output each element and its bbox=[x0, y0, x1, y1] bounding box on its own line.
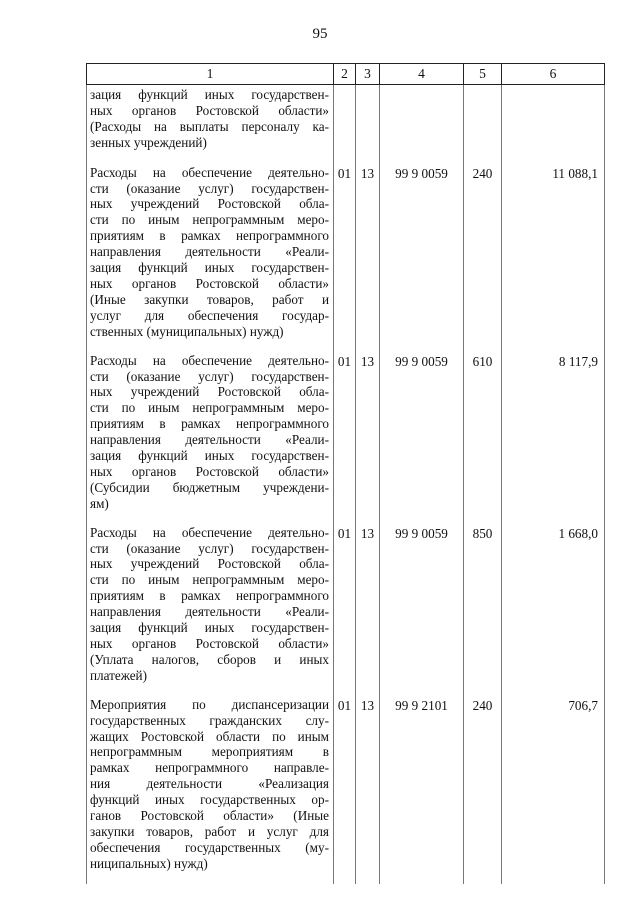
expense-type-code: 240 bbox=[464, 696, 502, 884]
section-code: 01 bbox=[334, 164, 356, 352]
section-code: 01 bbox=[334, 352, 356, 524]
description-line: Расходы на обеспечение деятельно- bbox=[90, 524, 329, 540]
description-line: жащих Ростовской области по иным bbox=[90, 728, 329, 744]
amount bbox=[502, 85, 605, 164]
description-line: Мероприятия по диспансеризации bbox=[90, 696, 329, 712]
column-header: 5 bbox=[464, 64, 502, 85]
column-header: 1 bbox=[87, 64, 334, 85]
description-line: государственных гражданских слу- bbox=[90, 712, 329, 728]
amount: 11 088,1 bbox=[502, 164, 605, 352]
row-description bbox=[87, 85, 334, 164]
description-line: зация функций иных государствен- bbox=[90, 87, 329, 102]
subsection-code: 13 bbox=[356, 352, 380, 524]
section-code bbox=[334, 85, 356, 164]
table-row bbox=[87, 696, 605, 884]
table-body bbox=[87, 85, 605, 884]
description-line: приятиям в рамках непрограммного bbox=[90, 228, 329, 244]
column-header: 2 bbox=[334, 64, 356, 85]
description-line: ных органов Ростовской области» bbox=[90, 102, 329, 118]
row-description bbox=[87, 524, 334, 696]
row-description bbox=[87, 352, 334, 524]
column-header: 4 bbox=[380, 64, 464, 85]
description-line: сти по иным непрограммным меро- bbox=[90, 212, 329, 228]
description-line: услуг для обеспечения государ- bbox=[90, 307, 329, 323]
description-line: сти по иным непрограммным меро- bbox=[90, 572, 329, 588]
description-line: ных учреждений Ростовской обла- bbox=[90, 556, 329, 572]
subsection-code: 13 bbox=[356, 164, 380, 352]
description-line: ниципальных) нужд) bbox=[90, 855, 208, 871]
table-row bbox=[87, 524, 605, 696]
description-line: ных органов Ростовской области» bbox=[90, 463, 329, 479]
description-line: обеспечения государственных (му- bbox=[90, 839, 329, 855]
amount: 1 668,0 bbox=[502, 524, 605, 696]
table-row bbox=[87, 85, 605, 164]
description-line: (Уплата налогов, сборов и иных bbox=[90, 651, 329, 667]
description-line: ных учреждений Ростовской обла- bbox=[90, 196, 329, 212]
row-description bbox=[87, 164, 334, 352]
description-line: направления деятельности «Реали- bbox=[90, 604, 329, 620]
description-line: сти по иным непрограммным меро- bbox=[90, 400, 329, 416]
description-line: ям) bbox=[90, 495, 109, 511]
description-line: (Иные закупки товаров, работ и bbox=[90, 291, 329, 307]
description-line: зация функций иных государствен- bbox=[90, 620, 329, 636]
description-line: зенных учреждений) bbox=[90, 134, 207, 150]
description-line: ганов Ростовской области» (Иные bbox=[90, 808, 329, 824]
description-line: Расходы на обеспечение деятельно- bbox=[90, 164, 329, 180]
amount: 706,7 bbox=[502, 696, 605, 884]
subsection-code bbox=[356, 85, 380, 164]
description-line: (Расходы на выплаты персоналу ка- bbox=[90, 118, 329, 134]
description-line: приятиям в рамках непрограммного bbox=[90, 588, 329, 604]
table-header bbox=[87, 64, 605, 85]
description-line: сти (оказание услуг) государствен- bbox=[90, 540, 329, 556]
description-line: ния деятельности «Реализация bbox=[90, 776, 329, 792]
description-line: приятиям в рамках непрограммного bbox=[90, 416, 329, 432]
target-article-code: 99 9 0059 bbox=[380, 524, 464, 696]
description-line: сти (оказание услуг) государствен- bbox=[90, 180, 329, 196]
description-line: ных органов Ростовской области» bbox=[90, 275, 329, 291]
target-article-code: 99 9 2101 bbox=[380, 696, 464, 884]
description-line: направления деятельности «Реали- bbox=[90, 244, 329, 260]
description-line: функций иных государственных ор- bbox=[90, 792, 329, 808]
amount: 8 117,9 bbox=[502, 352, 605, 524]
expense-type-code: 610 bbox=[464, 352, 502, 524]
description-line: непрограммным мероприятиям в bbox=[90, 744, 329, 760]
column-header: 3 bbox=[356, 64, 380, 85]
description-line: Расходы на обеспечение деятельно- bbox=[90, 352, 329, 368]
description-line: направления деятельности «Реали- bbox=[90, 432, 329, 448]
expense-type-code: 850 bbox=[464, 524, 502, 696]
description-line: рамках непрограммного направле- bbox=[90, 760, 329, 776]
target-article-code: 99 9 0059 bbox=[380, 164, 464, 352]
description-line: платежей) bbox=[90, 667, 148, 683]
target-article-code: 99 9 0059 bbox=[380, 352, 464, 524]
table-row bbox=[87, 352, 605, 524]
description-line: ных учреждений Ростовской обла- bbox=[90, 384, 329, 400]
row-description bbox=[87, 696, 334, 884]
subsection-code: 13 bbox=[356, 696, 380, 884]
description-line: зация функций иных государствен- bbox=[90, 448, 329, 464]
expense-type-code bbox=[464, 85, 502, 164]
table-row bbox=[87, 164, 605, 352]
expense-type-code: 240 bbox=[464, 164, 502, 352]
page-number: 95 bbox=[312, 26, 328, 42]
section-code: 01 bbox=[334, 696, 356, 884]
description-line: зация функций иных государствен- bbox=[90, 260, 329, 276]
budget-table bbox=[86, 63, 605, 884]
section-code: 01 bbox=[334, 524, 356, 696]
description-line: ных органов Ростовской области» bbox=[90, 636, 329, 651]
description-line: закупки товаров, работ и услуг для bbox=[90, 823, 329, 839]
description-line: сти (оказание услуг) государствен- bbox=[90, 368, 329, 384]
description-line: (Субсидии бюджетным учреждени- bbox=[90, 479, 329, 495]
subsection-code: 13 bbox=[356, 524, 380, 696]
column-header: 6 bbox=[502, 64, 605, 85]
description-line: ственных (муниципальных) нужд) bbox=[90, 323, 284, 339]
target-article-code bbox=[380, 85, 464, 164]
